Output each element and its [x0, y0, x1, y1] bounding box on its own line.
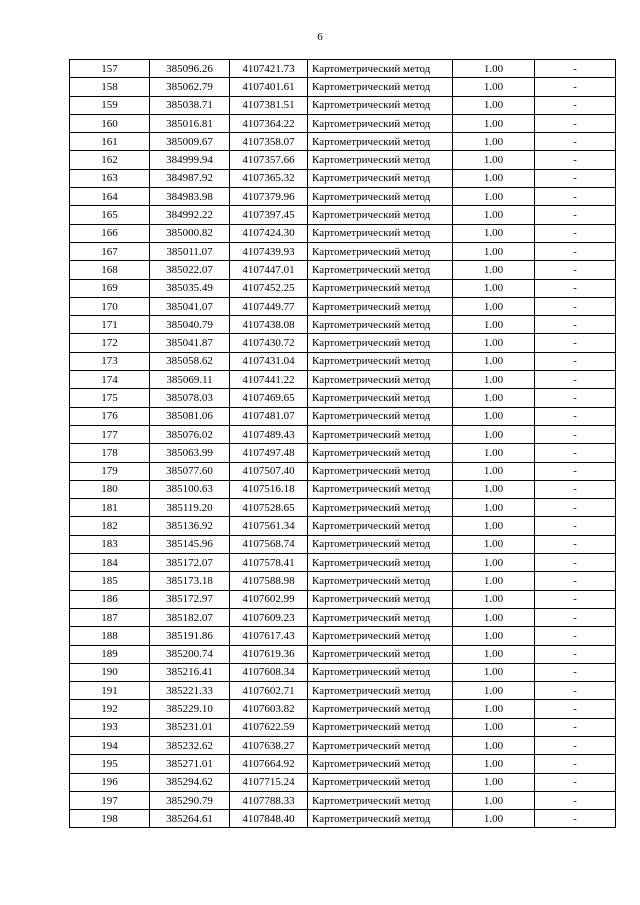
point-number-cell: 169: [70, 279, 150, 297]
x-coordinate-cell: 385191.86: [150, 627, 230, 645]
precision-cell: 1.00: [453, 206, 535, 224]
x-coordinate-cell: 385232.62: [150, 736, 230, 754]
precision-cell: 1.00: [453, 352, 535, 370]
method-cell: Картометрический метод: [308, 499, 453, 517]
point-number-cell: 180: [70, 480, 150, 498]
x-coordinate-cell: 385216.41: [150, 663, 230, 681]
table-row: [70, 791, 616, 809]
x-coordinate-cell: 385221.33: [150, 682, 230, 700]
table-row: [70, 261, 616, 279]
y-coordinate-cell: 4107622.59: [230, 718, 308, 736]
precision-cell: 1.00: [453, 316, 535, 334]
precision-cell: 1.00: [453, 627, 535, 645]
precision-cell: 1.00: [453, 114, 535, 132]
x-coordinate-cell: 385173.18: [150, 572, 230, 590]
method-cell: Картометрический метод: [308, 700, 453, 718]
precision-cell: 1.00: [453, 700, 535, 718]
method-cell: Картометрический метод: [308, 316, 453, 334]
y-coordinate-cell: 4107430.72: [230, 334, 308, 352]
table-row: [70, 425, 616, 443]
point-number-cell: 164: [70, 188, 150, 206]
table-row: [70, 755, 616, 773]
x-coordinate-cell: 385078.03: [150, 389, 230, 407]
x-coordinate-cell: 385058.62: [150, 352, 230, 370]
table-row: [70, 810, 616, 828]
method-cell: Картометрический метод: [308, 407, 453, 425]
y-coordinate-cell: 4107421.73: [230, 60, 308, 78]
coordinates-table: [69, 59, 616, 828]
y-coordinate-cell: 4107452.25: [230, 279, 308, 297]
x-coordinate-cell: 384992.22: [150, 206, 230, 224]
precision-cell: 1.00: [453, 535, 535, 553]
y-coordinate-cell: 4107481.07: [230, 407, 308, 425]
note-cell: -: [535, 736, 616, 754]
x-coordinate-cell: 385038.71: [150, 96, 230, 114]
x-coordinate-cell: 385040.79: [150, 316, 230, 334]
precision-cell: 1.00: [453, 590, 535, 608]
x-coordinate-cell: 384999.94: [150, 151, 230, 169]
method-cell: Картометрический метод: [308, 60, 453, 78]
note-cell: -: [535, 224, 616, 242]
point-number-cell: 175: [70, 389, 150, 407]
note-cell: -: [535, 535, 616, 553]
note-cell: -: [535, 279, 616, 297]
table-row: [70, 554, 616, 572]
precision-cell: 1.00: [453, 133, 535, 151]
y-coordinate-cell: 4107568.74: [230, 535, 308, 553]
method-cell: Картометрический метод: [308, 444, 453, 462]
note-cell: -: [535, 297, 616, 315]
precision-cell: 1.00: [453, 188, 535, 206]
method-cell: Картометрический метод: [308, 736, 453, 754]
precision-cell: 1.00: [453, 425, 535, 443]
y-coordinate-cell: 4107397.45: [230, 206, 308, 224]
precision-cell: 1.00: [453, 682, 535, 700]
y-coordinate-cell: 4107602.71: [230, 682, 308, 700]
method-cell: Картометрический метод: [308, 425, 453, 443]
page-number: 6: [317, 31, 323, 43]
point-number-cell: 182: [70, 517, 150, 535]
method-cell: Картометрический метод: [308, 389, 453, 407]
table-row: [70, 590, 616, 608]
table-row: [70, 60, 616, 78]
x-coordinate-cell: 385022.07: [150, 261, 230, 279]
method-cell: Картометрический метод: [308, 590, 453, 608]
method-cell: Картометрический метод: [308, 773, 453, 791]
method-cell: Картометрический метод: [308, 755, 453, 773]
point-number-cell: 186: [70, 590, 150, 608]
y-coordinate-cell: 4107449.77: [230, 297, 308, 315]
point-number-cell: 191: [70, 682, 150, 700]
table-row: [70, 462, 616, 480]
point-number-cell: 195: [70, 755, 150, 773]
note-cell: -: [535, 407, 616, 425]
x-coordinate-cell: 385076.02: [150, 425, 230, 443]
point-number-cell: 179: [70, 462, 150, 480]
x-coordinate-cell: 385294.62: [150, 773, 230, 791]
precision-cell: 1.00: [453, 572, 535, 590]
method-cell: Картометрический метод: [308, 718, 453, 736]
note-cell: -: [535, 462, 616, 480]
precision-cell: 1.00: [453, 663, 535, 681]
note-cell: -: [535, 554, 616, 572]
method-cell: Картометрический метод: [308, 114, 453, 132]
point-number-cell: 172: [70, 334, 150, 352]
method-cell: Картометрический метод: [308, 682, 453, 700]
precision-cell: 1.00: [453, 645, 535, 663]
point-number-cell: 183: [70, 535, 150, 553]
y-coordinate-cell: 4107516.18: [230, 480, 308, 498]
y-coordinate-cell: 4107602.99: [230, 590, 308, 608]
y-coordinate-cell: 4107619.36: [230, 645, 308, 663]
x-coordinate-cell: 385182.07: [150, 608, 230, 626]
point-number-cell: 162: [70, 151, 150, 169]
table-row: [70, 682, 616, 700]
x-coordinate-cell: 385172.07: [150, 554, 230, 572]
x-coordinate-cell: 385136.92: [150, 517, 230, 535]
note-cell: -: [535, 206, 616, 224]
method-cell: Картометрический метод: [308, 188, 453, 206]
x-coordinate-cell: 385016.81: [150, 114, 230, 132]
table-row: [70, 700, 616, 718]
precision-cell: 1.00: [453, 78, 535, 96]
method-cell: Картометрический метод: [308, 297, 453, 315]
y-coordinate-cell: 4107438.08: [230, 316, 308, 334]
note-cell: -: [535, 389, 616, 407]
x-coordinate-cell: 385100.63: [150, 480, 230, 498]
note-cell: -: [535, 334, 616, 352]
point-number-cell: 181: [70, 499, 150, 517]
table-row: [70, 627, 616, 645]
precision-cell: 1.00: [453, 554, 535, 572]
table-row: [70, 242, 616, 260]
point-number-cell: 158: [70, 78, 150, 96]
y-coordinate-cell: 4107357.66: [230, 151, 308, 169]
note-cell: -: [535, 169, 616, 187]
method-cell: Картометрический метод: [308, 224, 453, 242]
x-coordinate-cell: 385035.49: [150, 279, 230, 297]
method-cell: Картометрический метод: [308, 242, 453, 260]
point-number-cell: 177: [70, 425, 150, 443]
note-cell: -: [535, 499, 616, 517]
table-row: [70, 645, 616, 663]
method-cell: Картометрический метод: [308, 133, 453, 151]
point-number-cell: 190: [70, 663, 150, 681]
note-cell: -: [535, 444, 616, 462]
note-cell: -: [535, 682, 616, 700]
note-cell: -: [535, 517, 616, 535]
y-coordinate-cell: 4107441.22: [230, 371, 308, 389]
note-cell: -: [535, 242, 616, 260]
x-coordinate-cell: 385172.97: [150, 590, 230, 608]
table-row: [70, 279, 616, 297]
note-cell: -: [535, 700, 616, 718]
point-number-cell: 163: [70, 169, 150, 187]
table-row: [70, 444, 616, 462]
point-number-cell: 188: [70, 627, 150, 645]
precision-cell: 1.00: [453, 297, 535, 315]
y-coordinate-cell: 4107497.48: [230, 444, 308, 462]
point-number-cell: 176: [70, 407, 150, 425]
x-coordinate-cell: 385011.07: [150, 242, 230, 260]
table-row: [70, 572, 616, 590]
y-coordinate-cell: 4107401.61: [230, 78, 308, 96]
point-number-cell: 184: [70, 554, 150, 572]
x-coordinate-cell: 385009.67: [150, 133, 230, 151]
x-coordinate-cell: 385231.01: [150, 718, 230, 736]
point-number-cell: 189: [70, 645, 150, 663]
table-row: [70, 663, 616, 681]
precision-cell: 1.00: [453, 224, 535, 242]
precision-cell: 1.00: [453, 810, 535, 828]
method-cell: Картометрический метод: [308, 791, 453, 809]
table-row: [70, 517, 616, 535]
precision-cell: 1.00: [453, 407, 535, 425]
note-cell: -: [535, 480, 616, 498]
note-cell: -: [535, 78, 616, 96]
point-number-cell: 196: [70, 773, 150, 791]
table-row: [70, 297, 616, 315]
precision-cell: 1.00: [453, 755, 535, 773]
precision-cell: 1.00: [453, 499, 535, 517]
point-number-cell: 160: [70, 114, 150, 132]
y-coordinate-cell: 4107788.33: [230, 791, 308, 809]
precision-cell: 1.00: [453, 334, 535, 352]
precision-cell: 1.00: [453, 791, 535, 809]
table-row: [70, 78, 616, 96]
method-cell: Картометрический метод: [308, 810, 453, 828]
note-cell: -: [535, 188, 616, 206]
y-coordinate-cell: 4107608.34: [230, 663, 308, 681]
precision-cell: 1.00: [453, 261, 535, 279]
x-coordinate-cell: 385096.26: [150, 60, 230, 78]
x-coordinate-cell: 385119.20: [150, 499, 230, 517]
table-row: [70, 371, 616, 389]
point-number-cell: 171: [70, 316, 150, 334]
x-coordinate-cell: 385145.96: [150, 535, 230, 553]
note-cell: -: [535, 590, 616, 608]
y-coordinate-cell: 4107561.34: [230, 517, 308, 535]
x-coordinate-cell: 385000.82: [150, 224, 230, 242]
y-coordinate-cell: 4107381.51: [230, 96, 308, 114]
table-row: [70, 736, 616, 754]
note-cell: -: [535, 627, 616, 645]
point-number-cell: 178: [70, 444, 150, 462]
method-cell: Картометрический метод: [308, 645, 453, 663]
y-coordinate-cell: 4107528.65: [230, 499, 308, 517]
table-row: [70, 535, 616, 553]
point-number-cell: 159: [70, 96, 150, 114]
note-cell: -: [535, 791, 616, 809]
table-row: [70, 96, 616, 114]
note-cell: -: [535, 810, 616, 828]
precision-cell: 1.00: [453, 389, 535, 407]
precision-cell: 1.00: [453, 736, 535, 754]
y-coordinate-cell: 4107489.43: [230, 425, 308, 443]
precision-cell: 1.00: [453, 279, 535, 297]
note-cell: -: [535, 133, 616, 151]
table-row: [70, 389, 616, 407]
table-row: [70, 316, 616, 334]
point-number-cell: 157: [70, 60, 150, 78]
precision-cell: 1.00: [453, 517, 535, 535]
note-cell: -: [535, 755, 616, 773]
x-coordinate-cell: 385081.06: [150, 407, 230, 425]
x-coordinate-cell: 385077.60: [150, 462, 230, 480]
method-cell: Картометрический метод: [308, 78, 453, 96]
note-cell: -: [535, 96, 616, 114]
table-row: [70, 151, 616, 169]
method-cell: Картометрический метод: [308, 169, 453, 187]
point-number-cell: 166: [70, 224, 150, 242]
point-number-cell: 193: [70, 718, 150, 736]
note-cell: -: [535, 718, 616, 736]
point-number-cell: 161: [70, 133, 150, 151]
point-number-cell: 165: [70, 206, 150, 224]
point-number-cell: 194: [70, 736, 150, 754]
point-number-cell: 197: [70, 791, 150, 809]
y-coordinate-cell: 4107578.41: [230, 554, 308, 572]
y-coordinate-cell: 4107424.30: [230, 224, 308, 242]
method-cell: Картометрический метод: [308, 554, 453, 572]
y-coordinate-cell: 4107507.40: [230, 462, 308, 480]
x-coordinate-cell: 385200.74: [150, 645, 230, 663]
method-cell: Картометрический метод: [308, 535, 453, 553]
method-cell: Картометрический метод: [308, 462, 453, 480]
method-cell: Картометрический метод: [308, 261, 453, 279]
table-row: [70, 718, 616, 736]
note-cell: -: [535, 151, 616, 169]
method-cell: Картометрический метод: [308, 480, 453, 498]
point-number-cell: 187: [70, 608, 150, 626]
point-number-cell: 168: [70, 261, 150, 279]
y-coordinate-cell: 4107848.40: [230, 810, 308, 828]
x-coordinate-cell: 385229.10: [150, 700, 230, 718]
precision-cell: 1.00: [453, 608, 535, 626]
precision-cell: 1.00: [453, 242, 535, 260]
x-coordinate-cell: 385271.01: [150, 755, 230, 773]
method-cell: Картометрический метод: [308, 206, 453, 224]
point-number-cell: 192: [70, 700, 150, 718]
note-cell: -: [535, 645, 616, 663]
coordinates-table-body: [70, 60, 616, 828]
method-cell: Картометрический метод: [308, 96, 453, 114]
point-number-cell: 185: [70, 572, 150, 590]
precision-cell: 1.00: [453, 60, 535, 78]
point-number-cell: 170: [70, 297, 150, 315]
point-number-cell: 173: [70, 352, 150, 370]
note-cell: -: [535, 663, 616, 681]
y-coordinate-cell: 4107617.43: [230, 627, 308, 645]
y-coordinate-cell: 4107664.92: [230, 755, 308, 773]
method-cell: Картометрический метод: [308, 572, 453, 590]
table-row: [70, 352, 616, 370]
y-coordinate-cell: 4107469.65: [230, 389, 308, 407]
y-coordinate-cell: 4107447.01: [230, 261, 308, 279]
precision-cell: 1.00: [453, 444, 535, 462]
note-cell: -: [535, 352, 616, 370]
point-number-cell: 174: [70, 371, 150, 389]
precision-cell: 1.00: [453, 371, 535, 389]
table-row: [70, 133, 616, 151]
method-cell: Картометрический метод: [308, 279, 453, 297]
x-coordinate-cell: 385290.79: [150, 791, 230, 809]
method-cell: Картометрический метод: [308, 334, 453, 352]
table-row: [70, 407, 616, 425]
precision-cell: 1.00: [453, 718, 535, 736]
precision-cell: 1.00: [453, 773, 535, 791]
y-coordinate-cell: 4107358.07: [230, 133, 308, 151]
y-coordinate-cell: 4107588.98: [230, 572, 308, 590]
method-cell: Картометрический метод: [308, 352, 453, 370]
y-coordinate-cell: 4107609.23: [230, 608, 308, 626]
table-row: [70, 773, 616, 791]
note-cell: -: [535, 316, 616, 334]
precision-cell: 1.00: [453, 169, 535, 187]
y-coordinate-cell: 4107603.82: [230, 700, 308, 718]
method-cell: Картометрический метод: [308, 517, 453, 535]
x-coordinate-cell: 385041.07: [150, 297, 230, 315]
method-cell: Картометрический метод: [308, 608, 453, 626]
table-row: [70, 188, 616, 206]
method-cell: Картометрический метод: [308, 663, 453, 681]
precision-cell: 1.00: [453, 96, 535, 114]
precision-cell: 1.00: [453, 151, 535, 169]
x-coordinate-cell: 384987.92: [150, 169, 230, 187]
x-coordinate-cell: 385264.61: [150, 810, 230, 828]
y-coordinate-cell: 4107364.22: [230, 114, 308, 132]
x-coordinate-cell: 385062.79: [150, 78, 230, 96]
y-coordinate-cell: 4107439.93: [230, 242, 308, 260]
y-coordinate-cell: 4107365.32: [230, 169, 308, 187]
x-coordinate-cell: 385063.99: [150, 444, 230, 462]
method-cell: Картометрический метод: [308, 151, 453, 169]
note-cell: -: [535, 572, 616, 590]
method-cell: Картометрический метод: [308, 627, 453, 645]
y-coordinate-cell: 4107379.96: [230, 188, 308, 206]
x-coordinate-cell: 384983.98: [150, 188, 230, 206]
y-coordinate-cell: 4107638.27: [230, 736, 308, 754]
point-number-cell: 198: [70, 810, 150, 828]
table-row: [70, 499, 616, 517]
note-cell: -: [535, 608, 616, 626]
note-cell: -: [535, 114, 616, 132]
precision-cell: 1.00: [453, 480, 535, 498]
method-cell: Картометрический метод: [308, 371, 453, 389]
point-number-cell: 167: [70, 242, 150, 260]
y-coordinate-cell: 4107431.04: [230, 352, 308, 370]
table-row: [70, 114, 616, 132]
table-row: [70, 224, 616, 242]
table-row: [70, 169, 616, 187]
note-cell: -: [535, 371, 616, 389]
note-cell: -: [535, 425, 616, 443]
note-cell: -: [535, 261, 616, 279]
table-row: [70, 206, 616, 224]
table-row: [70, 480, 616, 498]
note-cell: -: [535, 60, 616, 78]
x-coordinate-cell: 385041.87: [150, 334, 230, 352]
precision-cell: 1.00: [453, 462, 535, 480]
table-row: [70, 334, 616, 352]
table-row: [70, 608, 616, 626]
y-coordinate-cell: 4107715.24: [230, 773, 308, 791]
note-cell: -: [535, 773, 616, 791]
x-coordinate-cell: 385069.11: [150, 371, 230, 389]
